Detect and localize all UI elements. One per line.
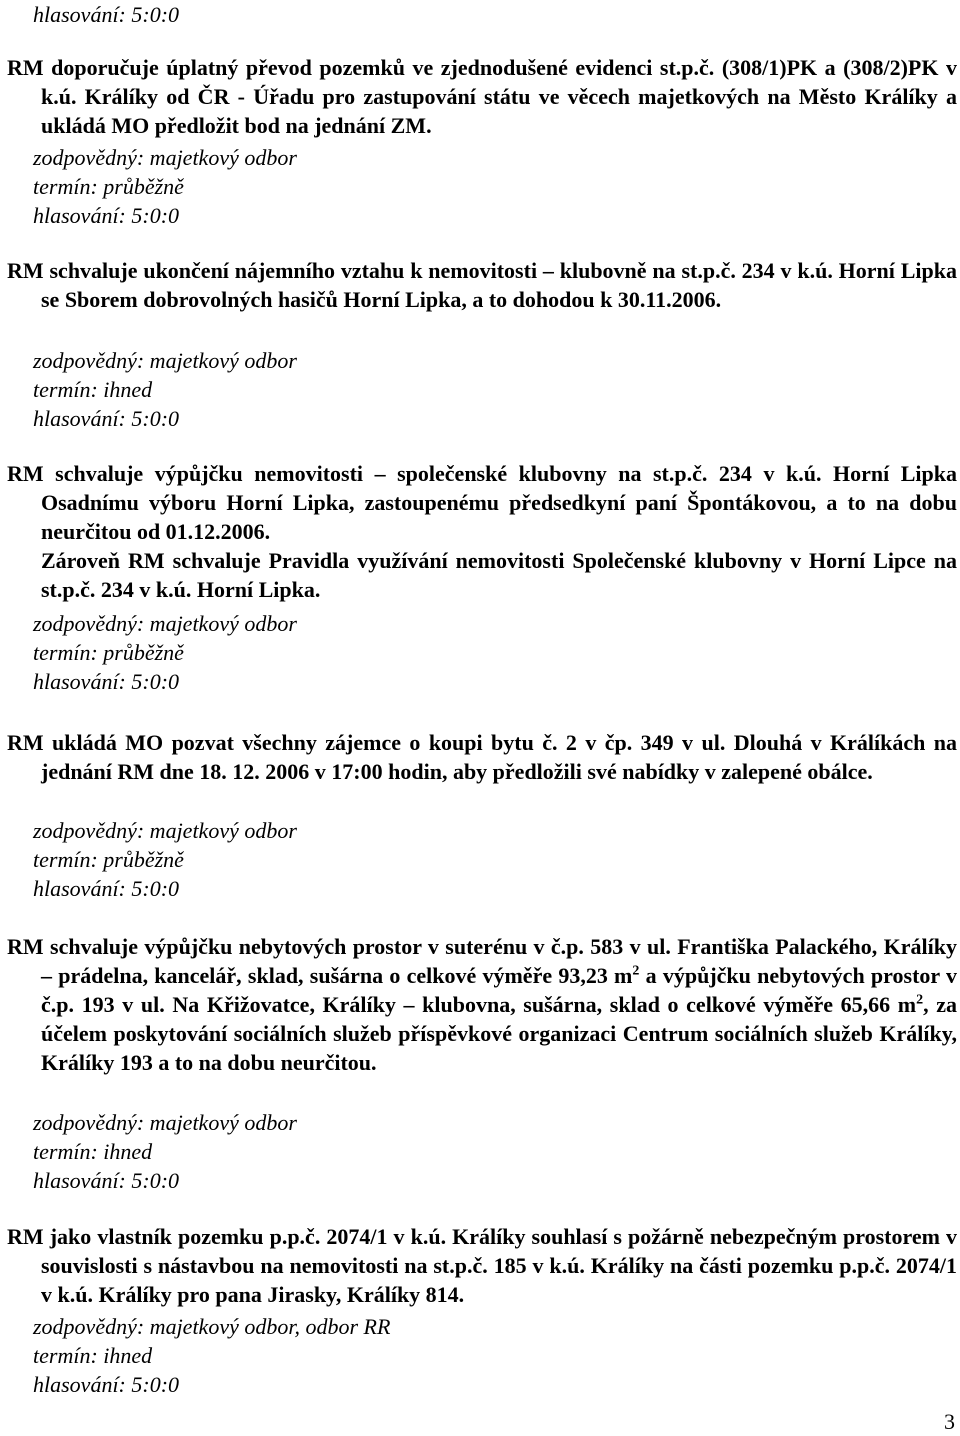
vote-line: hlasování: 5:0:0 — [33, 1168, 180, 1193]
vote-line: hlasování: 5:0:0 — [33, 669, 180, 694]
superscript: 2 — [916, 992, 924, 1008]
resolution-3 — [7, 459, 957, 604]
responsible-line: zodpovědný: majetkový odbor, odbor RR — [33, 1314, 391, 1339]
resolution-5 — [7, 932, 957, 1077]
resolution-text-continued: Zároveň RM schvaluje Pravidla využívání nemovitosti Společenské klubovny v Horní Lipce na st.p.č. 234 v k.ú. Horní Lipka. — [41, 548, 957, 602]
responsible-line: zodpovědný: majetkový odbor — [33, 348, 297, 373]
resolution-text: RM schvaluje ukončení nájemního vztahu k nemovitosti – klubovně na st.p.č. 234 v k.ú. Horní Lipka se Sborem dobrovolných hasičů Horní Lipka, a to dohodou k 30.11.2006. — [7, 258, 957, 312]
deadline-line: termín: ihned — [33, 1343, 153, 1368]
deadline-line: termín: ihned — [33, 377, 153, 402]
resolution-1 — [7, 53, 957, 140]
resolution-2 — [7, 256, 957, 314]
deadline-line: termín: průběžně — [33, 847, 184, 872]
vote-line: hlasování: 5:0:0 — [33, 1372, 180, 1397]
responsible-line: zodpovědný: majetkový odbor — [33, 611, 297, 636]
resolution-text-part: a výpůjčku nebytových prostor v č.p. 193 v ul. Na Křižovatce, Králíky – klubovna, sušárna, sklad o celkové výměře 65,66 m — [41, 963, 957, 1017]
resolution-6 — [7, 1222, 957, 1309]
responsible-line: zodpovědný: majetkový odbor — [33, 818, 297, 843]
resolution-text: RM schvaluje výpůjčku nemovitosti – společenské klubovny na st.p.č. 234 v k.ú. Horní Lipka Osadnímu výboru Horní Lipka, zastoupenému předsedkyní paní Špontákovou, a to na dobu neurčitou od 01.12.2006. — [7, 461, 957, 544]
responsible-line: zodpovědný: majetkový odbor — [33, 145, 297, 170]
resolution-text: RM ukládá MO pozvat všechny zájemce o koupi bytu č. 2 v čp. 349 v ul. Dlouhá v Králíkách na jednání RM dne 18. 12. 2006 v 17:00 hodin, aby předložili své nabídky v zalepené obálce. — [7, 730, 957, 784]
vote-line: hlasování: 5:0:0 — [33, 406, 180, 431]
vote-line: hlasování: 5:0:0 — [33, 203, 180, 228]
resolution-text-part: , za účelem poskytování sociálních služeb příspěvkové organizaci Centrum sociálních služeb Králíky, Králíky 193 a to na dobu neurčitou. — [41, 992, 958, 1075]
resolution-text — [7, 932, 957, 1077]
resolution-text: RM doporučuje úplatný převod pozemků ve zjednodušené evidenci st.p.č. (308/1)PK a (308/2)PK v k.ú. Králíky od ČR - Úřadu pro zastupování státu ve věcech majetkových na Město Králíky a ukládá MO předložit bod na jednání ZM. — [7, 55, 957, 138]
deadline-line: termín: průběžně — [33, 174, 184, 199]
vote-line: hlasování: 5:0:0 — [33, 2, 180, 27]
superscript: 2 — [632, 963, 640, 979]
deadline-line: termín: ihned — [33, 1139, 153, 1164]
deadline-line: termín: průběžně — [33, 640, 184, 665]
responsible-line: zodpovědný: majetkový odbor — [33, 1110, 297, 1135]
vote-line: hlasování: 5:0:0 — [33, 876, 180, 901]
resolution-4 — [7, 728, 957, 786]
resolution-text-part: RM schvaluje výpůjčku nebytových prostor v suterénu v č.p. 583 v ul. Františka Palackého, Králíky – prádelna, kancelář, sklad, sušárna o celkové výměře 93,23 m — [7, 934, 957, 988]
resolution-text: RM jako vlastník pozemku p.p.č. 2074/1 v k.ú. Králíky souhlasí s požárně nebezpečným prostorem v souvislosti s nástavbou na nemovitosti na st.p.č. 185 v k.ú. Králíky na části pozemku p.p.č. 2074/1 v k.ú. Králíky pro pana Jirasky, Králíky 814. — [7, 1224, 957, 1307]
page-number: 3 — [944, 1409, 955, 1434]
